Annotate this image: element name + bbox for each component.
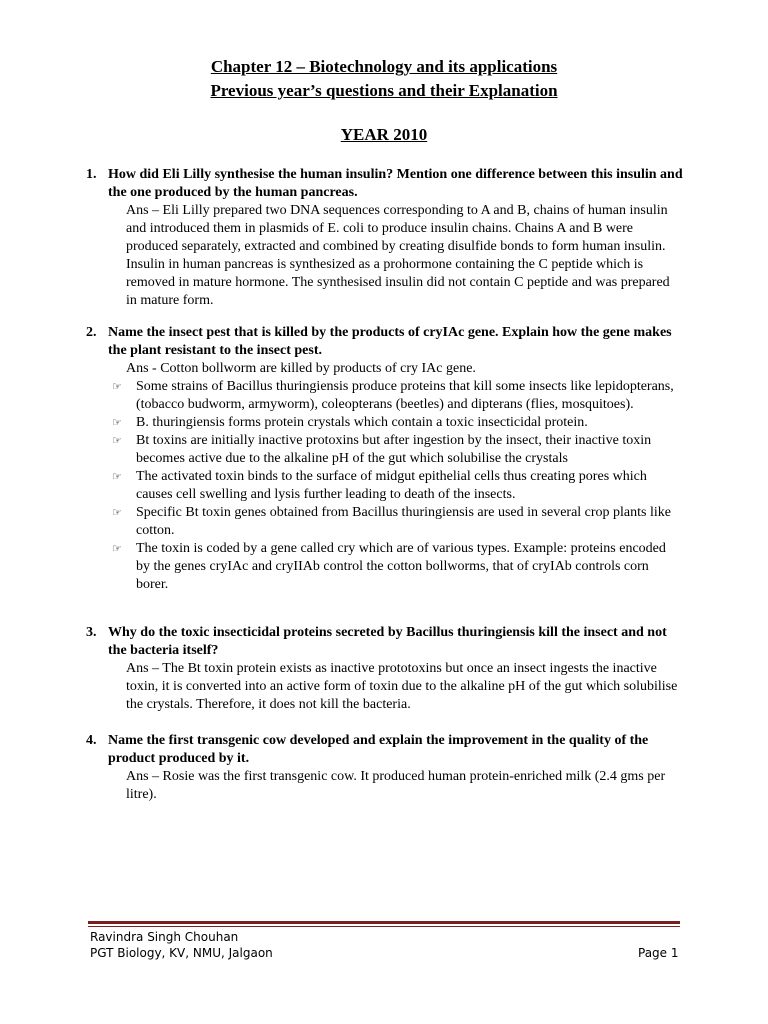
- list-item: [112, 414, 682, 432]
- list-item: [112, 540, 682, 594]
- list-item: [112, 504, 682, 540]
- bullet-text: Some strains of Bacillus thuringiensis produce proteins that kill some insects like lepidopterans, (tobacco budworm, armyworm), coleopterans (beetles) and dipterans (flies, mosquitoes).: [136, 379, 674, 412]
- answer-3: [90, 660, 680, 714]
- chapter-title: Chapter 12 – Biotechnology and its applications: [210, 57, 558, 76]
- pointing-hand-icon: ☞: [112, 435, 122, 447]
- question-text: Why do the toxic insecticidal proteins secreted by Bacillus thuringiensis kill the insect and not the bacteria itself?: [108, 625, 667, 658]
- chapter-subtitle: Previous year’s questions and their Explanation: [210, 81, 558, 100]
- pointing-hand-icon: ☞: [112, 471, 122, 483]
- question-number: 1.: [86, 167, 97, 182]
- answer-4: [90, 768, 680, 804]
- question-text: Name the first transgenic cow developed and explain the improvement in the quality of the product produced by it.: [108, 733, 649, 766]
- list-item: [112, 378, 682, 414]
- bullet-text: B. thuringiensis forms protein crystals which contain a toxic insecticidal protein.: [136, 415, 588, 430]
- question-1: [86, 166, 686, 202]
- bullet-text: The activated toxin binds to the surface of midgut epithelial cells thus creating pores which causes cell swelling and lysis further leading to death of the insects.: [136, 469, 647, 502]
- answer-text: Ans – Rosie was the first transgenic cow. It produced human protein-enriched milk (2.4 gms per litre).: [126, 769, 666, 802]
- question-number: 3.: [86, 625, 97, 640]
- question-2: [86, 324, 686, 360]
- pointing-hand-icon: ☞: [112, 417, 122, 429]
- answer-text: Ans – The Bt toxin protein exists as inactive prototoxins but once an insect ingests the inactive toxin, it is converted into an active form of toxin due to the alkaline pH of the gut which solubilise the crystals. Therefore, it does not kill the bacteria.: [126, 661, 678, 712]
- answer-2: [90, 360, 680, 378]
- page-number: Page 1: [638, 946, 679, 960]
- footer-divider: [88, 921, 680, 924]
- pointing-hand-icon: ☞: [112, 543, 122, 555]
- list-item: [112, 432, 682, 468]
- footer-author: Ravindra Singh Chouhan: [90, 930, 239, 944]
- year-heading: YEAR 2010: [340, 125, 428, 144]
- answer-text: Ans – Eli Lilly prepared two DNA sequences corresponding to A and B, chains of human insulin and introduced them in plasmids of E. coli to produce insulin chains. Chains A and B were produced separately, extracted and combined by creating disulfide bonds to form human insulin. Insulin in human pancreas is synthesized as a prohormone containing the C peptide which is removed in mature hormone. The synthesised insulin did not contain C peptide and was prepared in mature form.: [126, 203, 670, 308]
- bullet-text: The toxin is coded by a gene called cry which are of various types. Example: proteins encoded by the genes cryIAc and cryIIAb control the cotton bollworms, that of cryIAb controls corn borer.: [136, 541, 666, 592]
- pointing-hand-icon: ☞: [112, 507, 122, 519]
- question-number: 2.: [86, 325, 97, 340]
- question-4: [86, 732, 686, 768]
- footer-position: PGT Biology, KV, NMU, Jalgaon: [90, 946, 273, 960]
- bullet-text: Bt toxins are initially inactive protoxins but after ingestion by the insect, their inactive toxin becomes active due to the alkaline pH of the gut which solubilise the crystals: [136, 433, 652, 466]
- bullet-text: Specific Bt toxin genes obtained from Bacillus thuringiensis are used in several crop plants like cotton.: [136, 505, 671, 538]
- list-item: [112, 468, 682, 504]
- question-number: 4.: [86, 733, 97, 748]
- question-text: How did Eli Lilly synthesise the human insulin? Mention one difference between this insulin and the one produced by the human pancreas.: [108, 167, 683, 200]
- pointing-hand-icon: ☞: [112, 381, 122, 393]
- question-text: Name the insect pest that is killed by the products of cryIAc gene. Explain how the gene makes the plant resistant to the insect pest.: [108, 325, 672, 358]
- answer-2-bullets: [112, 378, 682, 594]
- question-3: [86, 624, 686, 660]
- answer-text: Ans - Cotton bollworm are killed by products of cry IAc gene.: [126, 361, 476, 376]
- answer-1: [90, 202, 680, 310]
- footer-divider: [88, 926, 680, 927]
